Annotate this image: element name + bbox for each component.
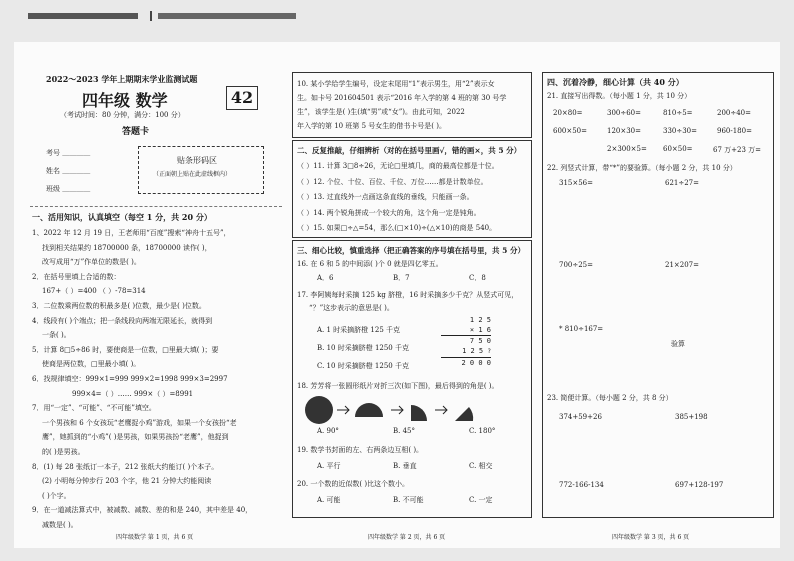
arrow-icon xyxy=(337,406,349,414)
q22-item: 21×207= xyxy=(665,261,699,269)
check-label: 验算 xyxy=(671,340,685,348)
page-footer: 四年级数学 第 2 页，共 6 页 xyxy=(368,534,446,541)
kaohao-field[interactable]: 考号 ＿＿＿＿ xyxy=(46,149,91,157)
q16: 16. 在 6 和 5 的中间添( )个 0 就是四亿零五。 xyxy=(297,260,443,268)
page-1 xyxy=(30,42,282,548)
grade-subject: 四年级 数学 xyxy=(82,91,168,110)
section-3-box xyxy=(292,240,532,518)
divider xyxy=(30,206,282,207)
q16-option-c: C．8 xyxy=(469,274,486,282)
fill-line: 1、2022 年 12 月 19 日，王老师用“百度”搜索“神舟十五号”， xyxy=(32,229,231,237)
section-1-questions xyxy=(32,226,252,532)
fill-line: 999×4=（ ）…… 999×（ ）=8991 xyxy=(72,389,194,398)
section-1-title: 一、活用知识，认真填空（每空 1 分，共 20 分） xyxy=(32,212,212,222)
judge-list xyxy=(297,159,499,237)
fill-line: 9．在一道减法算式中，被减数、减数、差的和是 240，其中差是 40， xyxy=(32,506,253,515)
q22-item: 315×56= xyxy=(559,179,593,187)
binding-strip xyxy=(28,6,298,16)
q18: 18. 芳芳将一张圆形纸片对折三次(如下图)，最后得到的角是( )。 xyxy=(297,382,499,390)
q18-option-c: C. 180° xyxy=(469,427,496,435)
fill-line: 8．(1) 每 28 张纸订一本子，212 张纸大约能订( )个本子。 xyxy=(32,462,219,471)
q17-option-a: A. 1 时采摘脐橙 125 千克 xyxy=(317,326,400,334)
q17: 17. 李阿姨每时采摘 125 kg 脐橙，16 时采摘多少千克？从竖式可见， “？”这步表示的意思是( )。 xyxy=(297,291,519,312)
q21-item: 330÷30= xyxy=(663,127,697,135)
q23-item: 697+128-197 xyxy=(675,481,724,489)
fill-line: 减数是( )。 xyxy=(42,520,78,529)
q19-option-a: A. 平行 xyxy=(317,462,341,470)
name-field[interactable]: 姓名 ＿＿＿＿ xyxy=(46,167,91,175)
vertical-calc: 1 2 5 × 1 6 7 5 0 1 2 5 ? 2 0 0 0 xyxy=(441,315,491,368)
q16-option-a: A．6 xyxy=(317,274,334,282)
page-footer: 四年级数学 第 1 页，共 6 页 xyxy=(116,534,194,541)
fill-line: 改写成用“万”作单位的数是( )。 xyxy=(42,258,141,267)
judge-item: （ ）14. 两个锐角拼成一个较大的角，这个角一定是钝角。 xyxy=(297,208,481,217)
q21-item: 60×50= xyxy=(663,145,693,153)
folding-diagram xyxy=(303,395,523,425)
q21-item: 960-180= xyxy=(717,127,752,135)
q21-item: 2×300×5= xyxy=(607,145,647,153)
barcode-note: （正面朝上贴在此虚线框内） xyxy=(153,171,232,178)
section-2-box xyxy=(292,140,532,238)
q16-option-b: B．7 xyxy=(393,274,410,282)
barcode-area xyxy=(138,146,264,194)
q21-item: 67 万+23 万= xyxy=(713,146,761,154)
q23-title: 23. 简便计算。（每小题 2 分，共 8 分） xyxy=(547,394,673,402)
q21-item: 20×80= xyxy=(553,109,583,117)
judge-item: （ ）15. 如果□÷△=54，那么(□×10)÷(△×10)的商是 540。 xyxy=(297,224,497,232)
page-2 xyxy=(292,42,532,548)
q21-item: 600×50= xyxy=(553,127,587,135)
fill-line: ( )个字。 xyxy=(42,491,71,500)
q21-item: 810÷5= xyxy=(663,109,693,117)
judge-item: （ ）12. 个位、十位、百位、千位、万位……都是计数单位。 xyxy=(297,177,488,186)
class-field[interactable]: 班级 ＿＿＿＿ xyxy=(46,185,91,193)
eighth-circle-icon xyxy=(455,407,473,421)
q17-options xyxy=(317,321,409,375)
q10-box xyxy=(292,72,532,138)
section-4-box xyxy=(542,72,774,518)
fill-line: 4．线段有( )个端点；把一条线段向两端无限延长，就得到 xyxy=(32,316,213,325)
circle-icon xyxy=(305,396,333,424)
section-4-title: 四、沉着冷静，细心计算（共 40 分） xyxy=(547,77,684,87)
exam-info: （考试时间：80 分钟，满分：100 分） xyxy=(60,111,185,119)
fill-line: 2．在括号里填上合适的数： xyxy=(32,272,121,281)
fill-line: 找到相关结果约 18700000 条，18700000 读作( )， xyxy=(42,243,212,252)
q23-item: 772-166-134 xyxy=(559,481,604,489)
q21-title: 21. 直接写出得数。（每小题 1 分，共 10 分） xyxy=(547,92,692,100)
q17-option-c: C. 10 时采摘脐橙 1250 千克 xyxy=(317,362,409,370)
q19-option-c: C. 相交 xyxy=(469,462,493,470)
q21-item: 200÷40= xyxy=(717,109,751,117)
q18-option-a: A. 90° xyxy=(317,427,339,435)
q22-item: * 810÷167= xyxy=(559,325,604,333)
fill-line: (2) 小明每分钟步行 203 个字，他 21 分钟大约能阅读 xyxy=(42,477,212,486)
fill-line: 7．用“一定”、“可能”、“不可能”填空。 xyxy=(32,404,156,413)
q20-option-a: A. 可能 xyxy=(317,496,341,504)
quarter-circle-icon xyxy=(411,405,427,421)
q19-option-b: B. 垂直 xyxy=(393,462,417,470)
fill-line: 3．二位数乘两位数的积最多是( )位数，最少是( )位数。 xyxy=(32,301,206,310)
judge-item: （ ）13. 过直线外一点画这条直线的垂线，只能画一条。 xyxy=(297,193,474,201)
fill-line: 167+（ ）=400 （ ）-78=314 xyxy=(42,287,146,296)
fill-line: 6．找规律填空：999×1=999 999×2=1998 999×3=2997 xyxy=(32,374,228,383)
barcode-title: 贴条形码区 xyxy=(177,156,217,165)
arrow-icon xyxy=(391,406,403,414)
q22-item: 700÷25= xyxy=(559,261,593,269)
q22-title: 22. 列竖式计算，带“*”的要验算。（每小题 2 分，共 10 分） xyxy=(547,164,737,172)
exam-title: 2022～2023 学年上期期末学业监测试题 xyxy=(46,74,198,84)
q19: 19. 数学书封面的左、右两条边互相( )。 xyxy=(297,446,424,454)
section-2-title: 二、反复推敲，仔细辨析（对的在括号里画√，错的画×，共 5 分） xyxy=(297,146,522,155)
section-3-title: 三、细心比较，慎重选择（把正确答案的序号填在括号里，共 5 分） xyxy=(297,246,525,255)
q20-option-c: C. 一定 xyxy=(469,496,493,504)
fill-line: 5．计算 8□5÷86 时，要使商是一位数，□里最大填( )；要 xyxy=(32,345,219,354)
half-circle-icon xyxy=(355,403,383,417)
fill-line: 一个男孩和 6 个女孩玩“老鹰捉小鸡”游戏，如果一个女孩扮“老 xyxy=(42,418,237,427)
exam-code: 42 xyxy=(226,86,258,110)
fill-line: 一条( )。 xyxy=(42,331,71,340)
judge-item: （ ）11. 计算 3□8÷26，无论□里填几，商的最高位都是十位。 xyxy=(297,162,499,170)
fill-line: 鹰”，她抓到的“小鸡”( )是男孩，如果男孩扮“老鹰”，他捉到 xyxy=(42,433,229,442)
fill-line: 的( )是男孩。 xyxy=(42,447,85,456)
q21-item: 120×30= xyxy=(607,127,641,135)
q20: 20. 一个数的近似数( )比这个数小。 xyxy=(297,480,410,488)
binding-strip-pattern xyxy=(28,11,298,21)
q10-text: 10. 某小学给学生编号，设定末尾用“1”表示男生，用“2”表示女 生。如卡号 201604501 表示“2016 年入学的第 4 班的第 30 号学 生”，该学生是( )生(填“男”或“女”)。由此可知，2022 年入学的第 10 班第 5 号女生的借书卡号是( )。 xyxy=(297,80,507,130)
answer-card-label: 答题卡 xyxy=(122,127,150,137)
page-3 xyxy=(542,42,774,548)
q23-item: 374+59+26 xyxy=(559,413,602,421)
q18-option-b: B. 45° xyxy=(393,427,416,435)
q23-item: 385+198 xyxy=(675,413,708,421)
page-footer: 四年级数学 第 3 页，共 6 页 xyxy=(612,534,690,541)
q20-option-b: B. 不可能 xyxy=(393,496,424,504)
fill-line: 使商是两位数，□里最小填( )。 xyxy=(42,360,141,369)
q22-item: 621÷27= xyxy=(665,179,699,187)
q17-option-b: B. 10 时采摘脐橙 1250 千克 xyxy=(317,344,409,352)
arrow-icon xyxy=(435,406,447,414)
answer-sheet xyxy=(14,42,780,548)
q21-item: 300÷60= xyxy=(607,109,641,117)
